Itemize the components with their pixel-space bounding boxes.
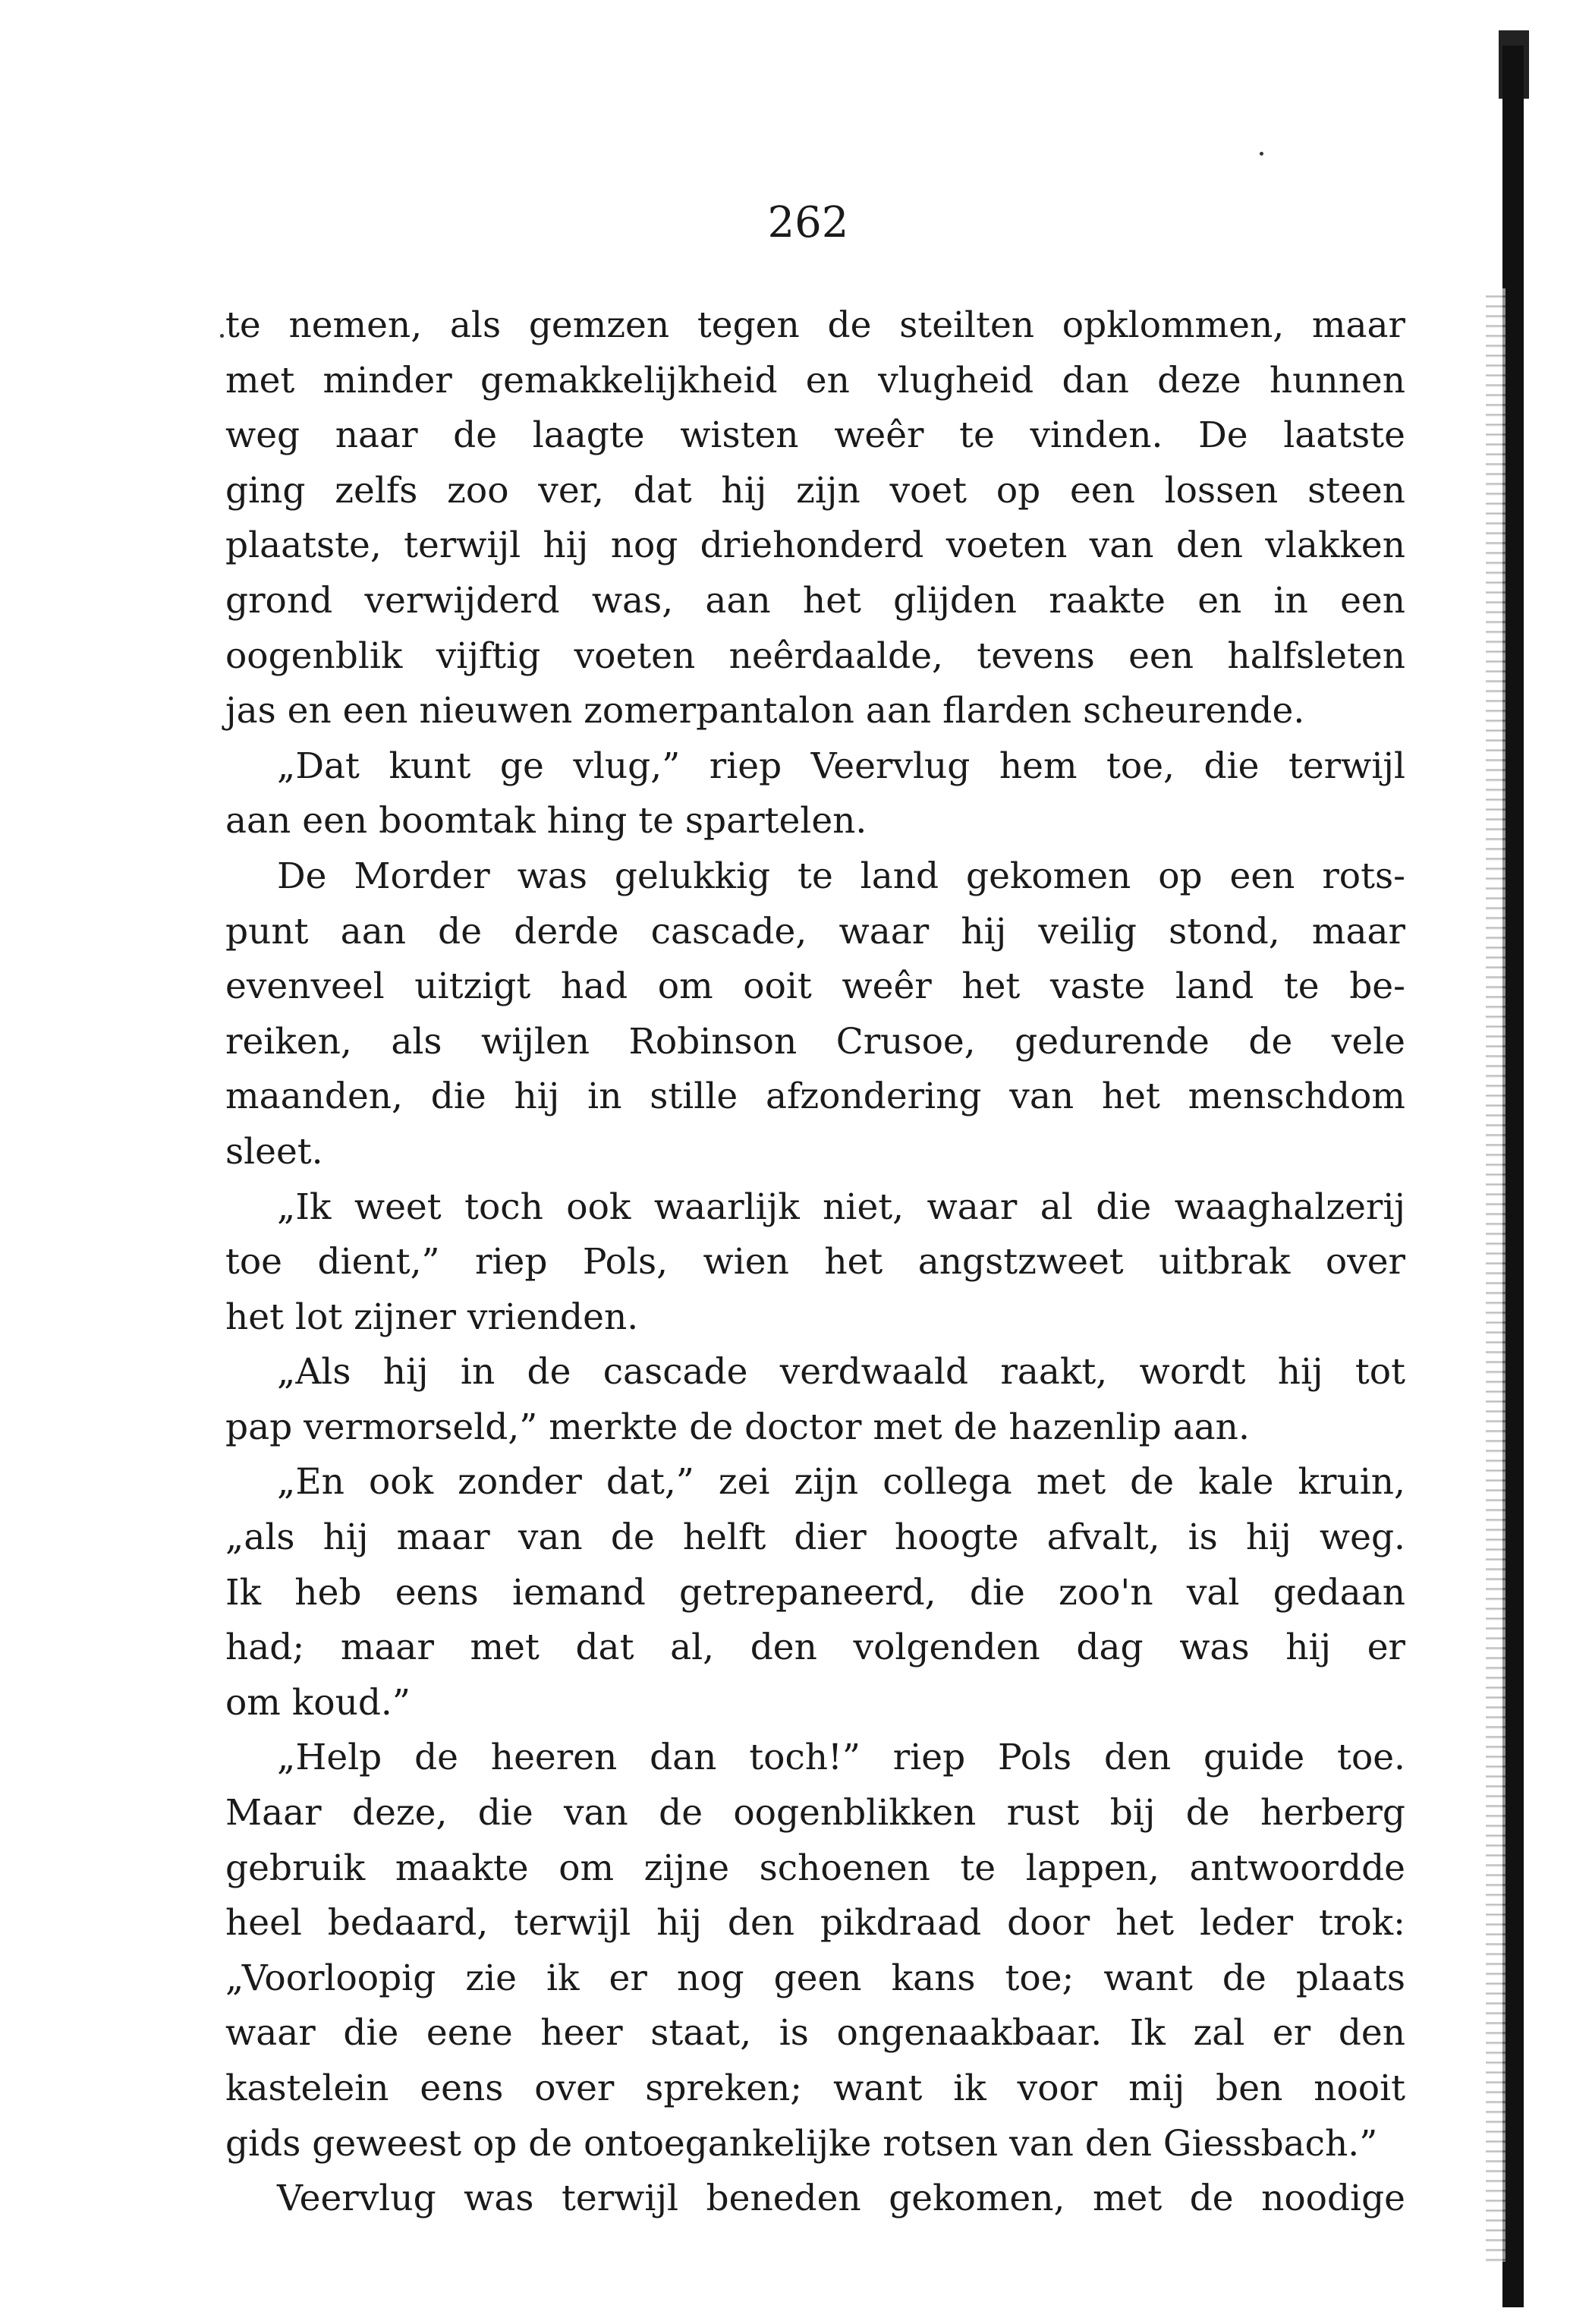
- text-line: Maar deze, die van de oogenblikken rust bij de herberg: [225, 1792, 1405, 1834]
- body-text: [225, 298, 1405, 2227]
- text-line: reiken, als wijlen Robinson Crusoe, gedurende de vele: [225, 1020, 1405, 1063]
- ink-speck: [1260, 152, 1263, 156]
- text-line: sleet.: [225, 1130, 323, 1173]
- text-line: „En ook zonder dat,” zei zijn collega met de kale kruin,: [277, 1461, 1405, 1504]
- text-line: toe dient,” riep Pols, wien het angstzweet uitbrak over: [225, 1241, 1405, 1283]
- text-line: jas en een nieuwen zomerpantalon aan flarden scheurende.: [225, 690, 1305, 732]
- text-line: „Dat kunt ge vlug,” riep Veervlug hem toe, die terwijl: [277, 745, 1405, 787]
- text-line: om koud.”: [225, 1681, 411, 1724]
- text-line: „Ik weet toch ook waarlijk niet, waar al die waaghalzerij: [277, 1186, 1405, 1228]
- text-line: gids geweest op de ontoegankelijke rotsen van den Giessbach.”: [225, 2122, 1378, 2165]
- text-line: Ik heb eens iemand getrepaneerd, die zoo'n val gedaan: [225, 1571, 1405, 1614]
- text-line: te nemen, als gemzen tegen de steilten opklommen, maar: [225, 304, 1405, 346]
- text-line: waar die eene heer staat, is ongenaakbaar. Ik zal er den: [225, 2012, 1405, 2055]
- text-line: „Voorloopig zie ik er nog geen kans toe; want de plaats: [225, 1957, 1405, 1999]
- text-line: pap vermorseld,” merkte de doctor met de hazenlip aan.: [225, 1406, 1250, 1448]
- text-line: Veervlug was terwijl beneden gekomen, met de noodige: [277, 2178, 1405, 2220]
- text-line: plaatste, terwijl hij nog driehonderd voeten van den vlakken: [225, 524, 1405, 567]
- text-line: grond verwijderd was, aan het glijden raakte en in een: [225, 579, 1405, 622]
- page-edge-texture: [1486, 288, 1506, 2262]
- text-line: weg naar de laagte wisten weêr te vinden. De laatste: [225, 414, 1405, 457]
- text-line: ging zelfs zoo ver, dat hij zijn voet op een lossen steen: [225, 469, 1405, 512]
- page-edge-shadow: [1502, 46, 1524, 2307]
- text-line: met minder gemakkelijkheid en vlugheid dan deze hunnen: [225, 359, 1405, 402]
- text-line: De Morder was gelukkig te land gekomen op een rots-: [277, 855, 1405, 897]
- page-number: 262: [767, 198, 849, 247]
- text-line: had; maar met dat al, den volgenden dag was hij er: [225, 1626, 1405, 1669]
- text-line: punt aan de derde cascade, waar hij veilig stond, maar: [225, 910, 1405, 953]
- text-line: heel bedaard, terwijl hij den pikdraad door het leder trok:: [225, 1902, 1405, 1945]
- text-line: kastelein eens over spreken; want ik voor mij ben nooit: [225, 2067, 1405, 2109]
- text-line: evenveel uitzigt had om ooit weêr het vaste land te be-: [225, 965, 1405, 1008]
- text-line: oogenblik vijftig voeten neêrdaalde, tevens een halfsleten: [225, 635, 1405, 677]
- text-line: aan een boomtak hing te spartelen.: [225, 800, 867, 842]
- ink-speck: [220, 334, 224, 338]
- text-line: maanden, die hij in stille afzondering van het menschdom: [225, 1075, 1405, 1118]
- text-line: gebruik maakte om zijne schoenen te lappen, antwoordde: [225, 1847, 1405, 1889]
- text-line: „Als hij in de cascade verdwaald raakt, wordt hij tot: [277, 1351, 1405, 1393]
- text-line: „als hij maar van de helft dier hoogte afvalt, is hij weg.: [225, 1516, 1405, 1559]
- text-line: „Help de heeren dan toch!” riep Pols den guide toe.: [277, 1737, 1405, 1779]
- text-line: het lot zijner vrienden.: [225, 1296, 639, 1338]
